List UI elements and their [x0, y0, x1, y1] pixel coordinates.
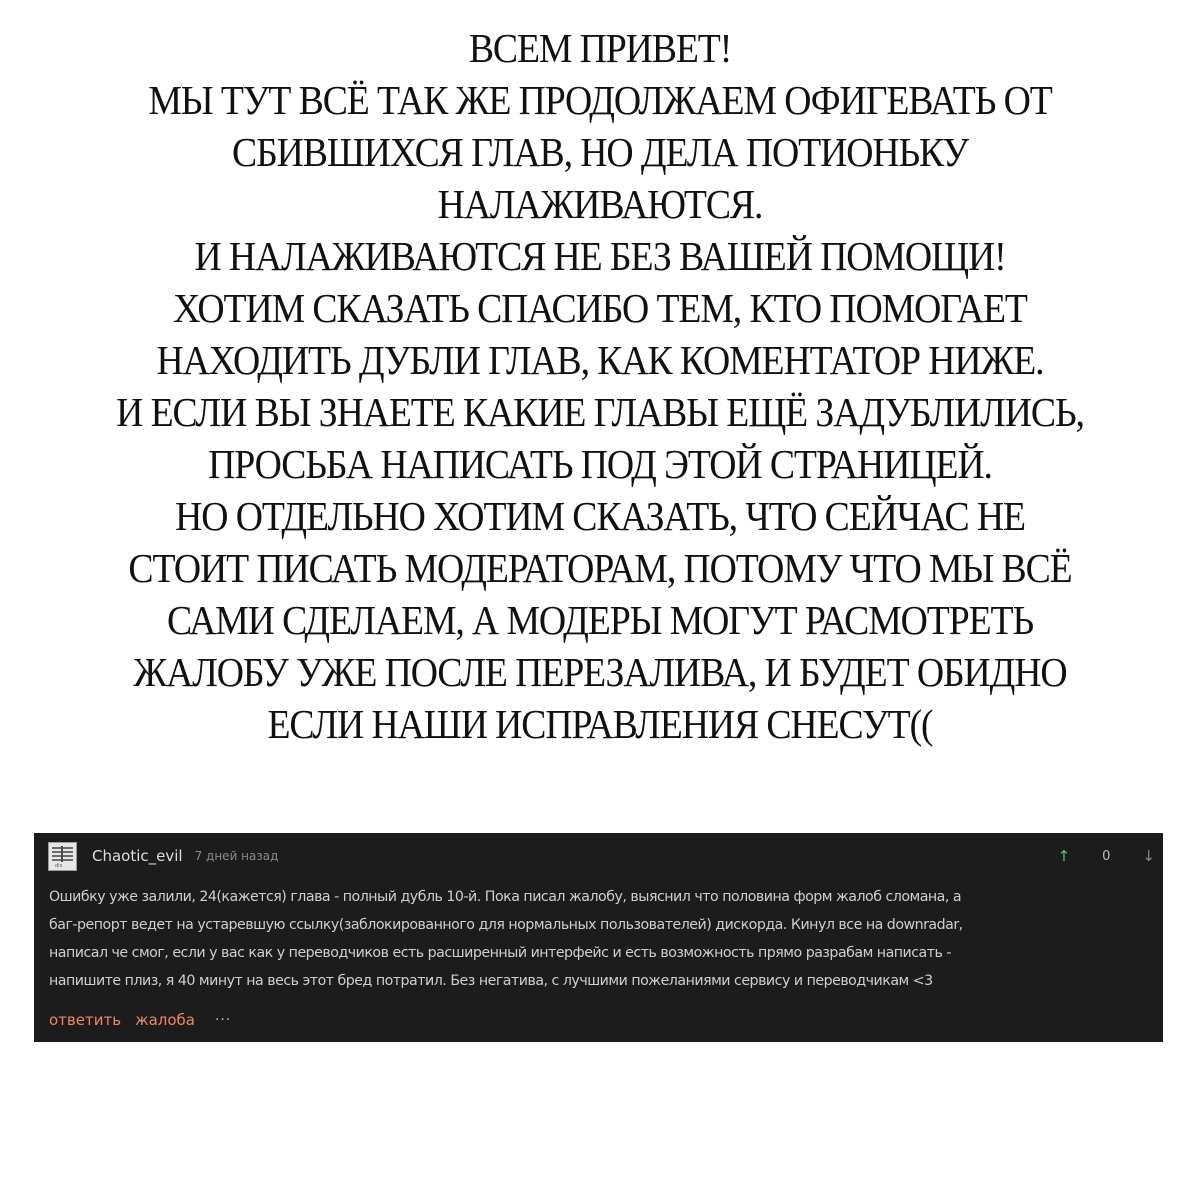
- announcement-line: И ЕСЛИ ВЫ ЗНАЕТЕ КАКИЕ ГЛАВЫ ЕЩЁ ЗАДУБЛИЛИСЬ,: [116, 389, 1084, 435]
- comment-body-line: баг-репорт ведет на устаревшую ссылку(заблокированного для нормальных пользователей) дискорда. Кинул все на downradar,: [49, 917, 963, 933]
- comment-username[interactable]: Chaotic_evil: [92, 847, 183, 865]
- upvote-arrow-icon[interactable]: ↑: [1057, 847, 1071, 865]
- comment-timestamp: 7 дней назад: [194, 849, 279, 863]
- downvote-arrow-icon[interactable]: ↓: [1142, 847, 1155, 865]
- announcement-line: НО ОТДЕЛЬНО ХОТИМ СКАЗАТЬ, ЧТО СЕЙЧАС НЕ: [175, 493, 1025, 539]
- music-note-avatar-icon[interactable]: [48, 842, 77, 871]
- announcement-line: СБИВШИХСЯ ГЛАВ, НО ДЕЛА ПОТИОНЬКУ: [232, 129, 968, 175]
- report-button[interactable]: жалоба: [135, 1011, 195, 1029]
- vote-controls: [1058, 841, 1155, 871]
- vote-count: 0: [1102, 848, 1111, 864]
- announcement-line: ЕСЛИ НАШИ ИСПРАВЛЕНИЯ СНЕСУТ((: [267, 701, 933, 747]
- announcement-line: ПРОСЬБА НАПИСАТЬ ПОД ЭТОЙ СТРАНИЦЕЙ.: [208, 441, 992, 487]
- announcement-line: САМИ СДЕЛАЕМ, А МОДЕРЫ МОГУТ РАСМОТРЕТЬ: [166, 597, 1034, 643]
- announcement-text: [48, 22, 1152, 750]
- announcement-line: ЖАЛОБУ УЖЕ ПОСЛЕ ПЕРЕЗАЛИВА, И БУДЕТ ОБИДНО: [133, 649, 1067, 695]
- comment-card: [34, 833, 1163, 1042]
- comment-body-line: напишите плиз, я 40 минут на весь этот бред потратил. Без негатива, с лучшими пожеланиями сервису и переводчикам <3: [49, 973, 933, 989]
- more-options-icon[interactable]: ···: [214, 1012, 232, 1028]
- announcement-line: ВСЕМ ПРИВЕТ!: [468, 25, 732, 71]
- comment-actions: [49, 1011, 231, 1029]
- announcement-line: СТОИТ ПИСАТЬ МОДЕРАТОРАМ, ПОТОМУ ЧТО МЫ ВСЁ: [128, 545, 1072, 591]
- comment-body-line: Ошибку уже залили, 24(кажется) глава - полный дубль 10-й. Пока писал жалобу, выяснил что половина форм жалоб сломана, а: [49, 889, 962, 905]
- comment-body-line: написал че смог, если у вас как у переводчиков есть расширенный интерфейс и есть возможность прямо разрабам написать -: [49, 945, 952, 961]
- announcement-line: НАЛАЖИВАЮТСЯ.: [437, 181, 763, 227]
- announcement-line: ХОТИМ СКАЗАТЬ СПАСИБО ТЕМ, КТО ПОМОГАЕТ: [173, 285, 1027, 331]
- announcement-line: НАХОДИТЬ ДУБЛИ ГЛАВ, КАК КОМЕНТАТОР НИЖЕ.: [156, 337, 1044, 383]
- comment-body: [49, 883, 1154, 995]
- comment-header: [48, 841, 1163, 871]
- announcement-line: И НАЛАЖИВАЮТСЯ НЕ БЕЗ ВАШЕЙ ПОМОЩИ!: [194, 233, 1006, 279]
- announcement-line: МЫ ТУТ ВСЁ ТАК ЖЕ ПРОДОЛЖАЕМ ОФИГЕВАТЬ ОТ: [148, 77, 1052, 123]
- avatar-label: dis: [55, 862, 63, 869]
- reply-button[interactable]: ответить: [49, 1011, 122, 1029]
